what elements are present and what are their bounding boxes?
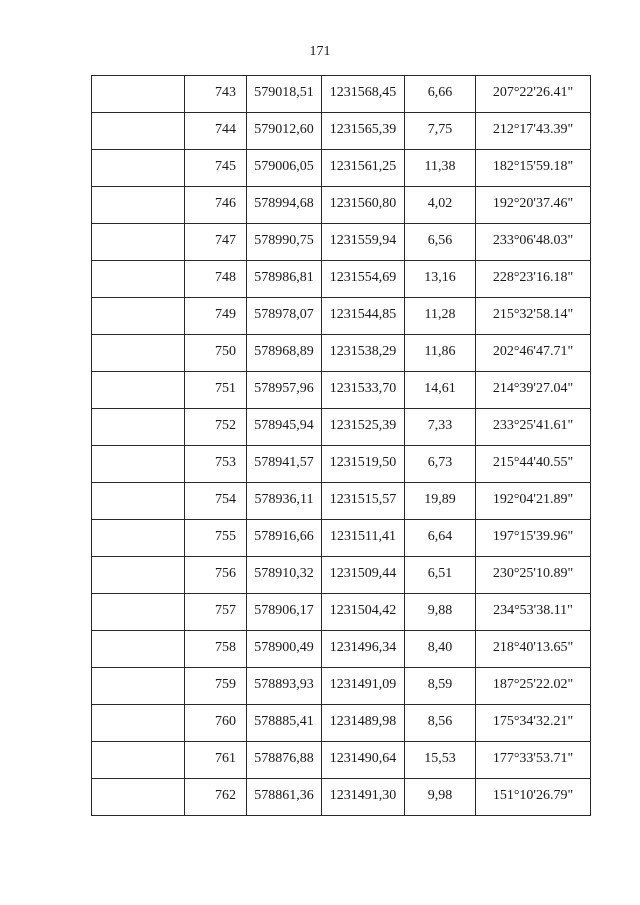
direction-angle-cell [476,298,591,335]
distance-cell [405,742,476,779]
distance-value: 7,33 [427,418,453,433]
point-number-value: 748 [215,270,236,285]
point-number-cell [185,298,247,335]
empty-cell [92,372,185,409]
y-coordinate-cell [322,76,405,113]
distance-value: 9,98 [427,788,453,803]
empty-cell [92,594,185,631]
direction-angle-cell [476,779,591,816]
y-coordinate-value: 1231560,80 [329,196,397,211]
x-coordinate-value: 578876,88 [254,751,314,766]
table-row [92,742,591,779]
distance-cell [405,631,476,668]
direction-angle-value: 218°40'13.65" [492,640,574,655]
distance-cell [405,298,476,335]
direction-angle-value: 230°25'10.89" [492,566,574,581]
point-number-value: 762 [215,788,236,803]
y-coordinate-cell [322,631,405,668]
y-coordinate-cell [322,298,405,335]
x-coordinate-value: 579018,51 [254,85,314,100]
direction-angle-value: 177°33'53.71" [492,751,574,766]
point-number-cell [185,372,247,409]
point-number-value: 751 [215,381,236,396]
y-coordinate-cell [322,705,405,742]
table-row [92,779,591,816]
empty-cell [92,446,185,483]
distance-cell [405,483,476,520]
empty-cell [92,76,185,113]
point-number-cell [185,779,247,816]
direction-angle-cell [476,446,591,483]
direction-angle-value: 233°25'41.61" [492,418,574,433]
x-coordinate-cell [247,520,322,557]
distance-value: 7,75 [427,122,453,137]
empty-cell [92,742,185,779]
x-coordinate-cell [247,779,322,816]
empty-cell [92,224,185,261]
direction-angle-cell [476,150,591,187]
distance-value: 11,38 [424,159,456,174]
direction-angle-cell [476,483,591,520]
x-coordinate-cell [247,594,322,631]
y-coordinate-cell [322,594,405,631]
direction-angle-cell [476,224,591,261]
point-number-value: 753 [215,455,236,470]
x-coordinate-value: 578994,68 [254,196,314,211]
x-coordinate-value: 578957,96 [254,381,314,396]
distance-value: 11,86 [424,344,456,359]
distance-value: 11,28 [424,307,456,322]
distance-value: 6,51 [427,566,453,581]
direction-angle-cell [476,668,591,705]
y-coordinate-value: 1231533,70 [329,381,397,396]
direction-angle-value: 197°15'39.96" [492,529,574,544]
distance-cell [405,76,476,113]
point-number-cell [185,483,247,520]
distance-cell [405,446,476,483]
y-coordinate-value: 1231544,85 [329,307,397,322]
distance-value: 6,56 [427,233,453,248]
x-coordinate-cell [247,668,322,705]
empty-cell [92,557,185,594]
point-number-value: 759 [215,677,236,692]
table-row [92,150,591,187]
table-row [92,483,591,520]
distance-cell [405,705,476,742]
y-coordinate-value: 1231491,30 [329,788,397,803]
distance-cell [405,150,476,187]
empty-cell [92,705,185,742]
distance-cell [405,409,476,446]
direction-angle-cell [476,520,591,557]
y-coordinate-value: 1231509,44 [329,566,397,581]
x-coordinate-value: 578986,81 [254,270,314,285]
x-coordinate-cell [247,335,322,372]
table-row [92,446,591,483]
x-coordinate-value: 578978,07 [254,307,314,322]
point-number-value: 750 [215,344,236,359]
y-coordinate-value: 1231519,50 [329,455,397,470]
direction-angle-value: 215°44'40.55" [492,455,574,470]
direction-angle-cell [476,631,591,668]
table-row [92,335,591,372]
direction-angle-cell [476,742,591,779]
table-row [92,520,591,557]
table-row [92,298,591,335]
y-coordinate-cell [322,187,405,224]
y-coordinate-value: 1231489,98 [329,714,397,729]
y-coordinate-value: 1231491,09 [329,677,397,692]
point-number-cell [185,335,247,372]
point-number-cell [185,631,247,668]
point-number-value: 746 [215,196,236,211]
y-coordinate-cell [322,224,405,261]
distance-cell [405,557,476,594]
table-row [92,224,591,261]
empty-cell [92,150,185,187]
point-number-value: 761 [215,751,236,766]
x-coordinate-value: 578885,41 [254,714,314,729]
coordinates-table-body [92,76,591,816]
x-coordinate-value: 579006,05 [254,159,314,174]
table-row [92,261,591,298]
distance-value: 8,59 [427,677,453,692]
direction-angle-cell [476,335,591,372]
distance-cell [405,187,476,224]
direction-angle-cell [476,372,591,409]
empty-cell [92,631,185,668]
x-coordinate-value: 579012,60 [254,122,314,137]
table-row [92,409,591,446]
distance-value: 8,56 [427,714,453,729]
empty-cell [92,187,185,224]
x-coordinate-value: 578906,17 [254,603,314,618]
y-coordinate-cell [322,668,405,705]
y-coordinate-value: 1231538,29 [329,344,397,359]
direction-angle-value: 228°23'16.18" [492,270,574,285]
direction-angle-cell [476,76,591,113]
y-coordinate-cell [322,261,405,298]
direction-angle-cell [476,705,591,742]
point-number-value: 745 [215,159,236,174]
distance-value: 15,53 [424,751,456,766]
x-coordinate-cell [247,261,322,298]
x-coordinate-value: 578916,66 [254,529,314,544]
table-row [92,557,591,594]
distance-cell [405,779,476,816]
distance-cell [405,224,476,261]
direction-angle-value: 187°25'22.02" [492,677,574,692]
point-number-value: 747 [215,233,236,248]
direction-angle-cell [476,409,591,446]
y-coordinate-value: 1231525,39 [329,418,397,433]
table-row [92,631,591,668]
x-coordinate-value: 578945,94 [254,418,314,433]
distance-value: 6,66 [427,85,453,100]
empty-cell [92,668,185,705]
point-number-cell [185,446,247,483]
direction-angle-value: 214°39'27.04" [492,381,574,396]
point-number-cell [185,113,247,150]
direction-angle-value: 207°22'26.41" [492,85,574,100]
point-number-cell [185,409,247,446]
point-number-value: 760 [215,714,236,729]
direction-angle-cell [476,187,591,224]
page-number: 171 [309,44,331,59]
direction-angle-value: 192°04'21.89" [492,492,574,507]
x-coordinate-value: 578968,89 [254,344,314,359]
table-row [92,76,591,113]
y-coordinate-cell [322,520,405,557]
coordinates-table [91,75,591,816]
direction-angle-value: 215°32'58.14" [492,307,574,322]
point-number-value: 756 [215,566,236,581]
x-coordinate-value: 578936,11 [254,492,314,507]
x-coordinate-cell [247,631,322,668]
direction-angle-value: 175°34'32.21" [492,714,574,729]
direction-angle-value: 234°53'38.11" [493,603,573,618]
direction-angle-value: 202°46'47.71" [492,344,574,359]
table-row [92,705,591,742]
distance-value: 6,64 [427,529,453,544]
point-number-cell [185,150,247,187]
direction-angle-value: 192°20'37.46" [492,196,574,211]
point-number-cell [185,224,247,261]
direction-angle-cell [476,261,591,298]
y-coordinate-cell [322,113,405,150]
x-coordinate-value: 578910,32 [254,566,314,581]
point-number-value: 755 [215,529,236,544]
x-coordinate-value: 578941,57 [254,455,314,470]
distance-cell [405,372,476,409]
distance-cell [405,668,476,705]
point-number-value: 749 [215,307,236,322]
point-number-value: 752 [215,418,236,433]
point-number-cell [185,557,247,594]
empty-cell [92,779,185,816]
distance-cell [405,520,476,557]
y-coordinate-cell [322,372,405,409]
table-row [92,668,591,705]
point-number-cell [185,187,247,224]
empty-cell [92,298,185,335]
y-coordinate-value: 1231496,34 [329,640,397,655]
point-number-cell [185,261,247,298]
x-coordinate-cell [247,446,322,483]
point-number-value: 744 [215,122,236,137]
point-number-cell [185,668,247,705]
empty-cell [92,261,185,298]
point-number-value: 754 [215,492,236,507]
y-coordinate-cell [322,557,405,594]
distance-cell [405,335,476,372]
empty-cell [92,483,185,520]
y-coordinate-value: 1231561,25 [329,159,397,174]
x-coordinate-cell [247,298,322,335]
x-coordinate-cell [247,409,322,446]
y-coordinate-cell [322,742,405,779]
y-coordinate-value: 1231490,64 [329,751,397,766]
x-coordinate-cell [247,224,322,261]
distance-value: 8,40 [427,640,453,655]
x-coordinate-cell [247,150,322,187]
direction-angle-cell [476,557,591,594]
distance-cell [405,261,476,298]
distance-value: 9,88 [427,603,453,618]
x-coordinate-value: 578990,75 [254,233,314,248]
y-coordinate-value: 1231559,94 [329,233,397,248]
distance-value: 6,73 [427,455,453,470]
distance-value: 13,16 [424,270,456,285]
direction-angle-value: 233°06'48.03" [492,233,574,248]
distance-value: 19,89 [424,492,456,507]
empty-cell [92,520,185,557]
point-number-cell [185,520,247,557]
table-row [92,187,591,224]
direction-angle-value: 151°10'26.79" [492,788,574,803]
empty-cell [92,113,185,150]
table-row [92,594,591,631]
x-coordinate-value: 578893,93 [254,677,314,692]
y-coordinate-value: 1231515,57 [329,492,397,507]
y-coordinate-cell [322,446,405,483]
point-number-value: 757 [215,603,236,618]
y-coordinate-cell [322,150,405,187]
y-coordinate-cell [322,409,405,446]
y-coordinate-value: 1231565,39 [329,122,397,137]
x-coordinate-cell [247,76,322,113]
point-number-cell [185,76,247,113]
x-coordinate-cell [247,113,322,150]
x-coordinate-cell [247,187,322,224]
x-coordinate-cell [247,483,322,520]
distance-cell [405,594,476,631]
y-coordinate-value: 1231511,41 [330,529,396,544]
y-coordinate-value: 1231568,45 [329,85,397,100]
empty-cell [92,335,185,372]
y-coordinate-value: 1231504,42 [329,603,397,618]
y-coordinate-cell [322,483,405,520]
y-coordinate-cell [322,779,405,816]
x-coordinate-cell [247,705,322,742]
y-coordinate-value: 1231554,69 [329,270,397,285]
x-coordinate-cell [247,372,322,409]
x-coordinate-cell [247,742,322,779]
point-number-value: 743 [215,85,236,100]
point-number-value: 758 [215,640,236,655]
x-coordinate-cell [247,557,322,594]
y-coordinate-cell [322,335,405,372]
table-row [92,113,591,150]
point-number-cell [185,742,247,779]
distance-value: 4,02 [427,196,453,211]
direction-angle-value: 182°15'59.18" [492,159,574,174]
point-number-cell [185,705,247,742]
direction-angle-value: 212°17'43.39" [492,122,574,137]
direction-angle-cell [476,113,591,150]
direction-angle-cell [476,594,591,631]
distance-cell [405,113,476,150]
distance-value: 14,61 [424,381,456,396]
x-coordinate-value: 578861,36 [254,788,314,803]
empty-cell [92,409,185,446]
point-number-cell [185,594,247,631]
x-coordinate-value: 578900,49 [254,640,314,655]
table-row [92,372,591,409]
